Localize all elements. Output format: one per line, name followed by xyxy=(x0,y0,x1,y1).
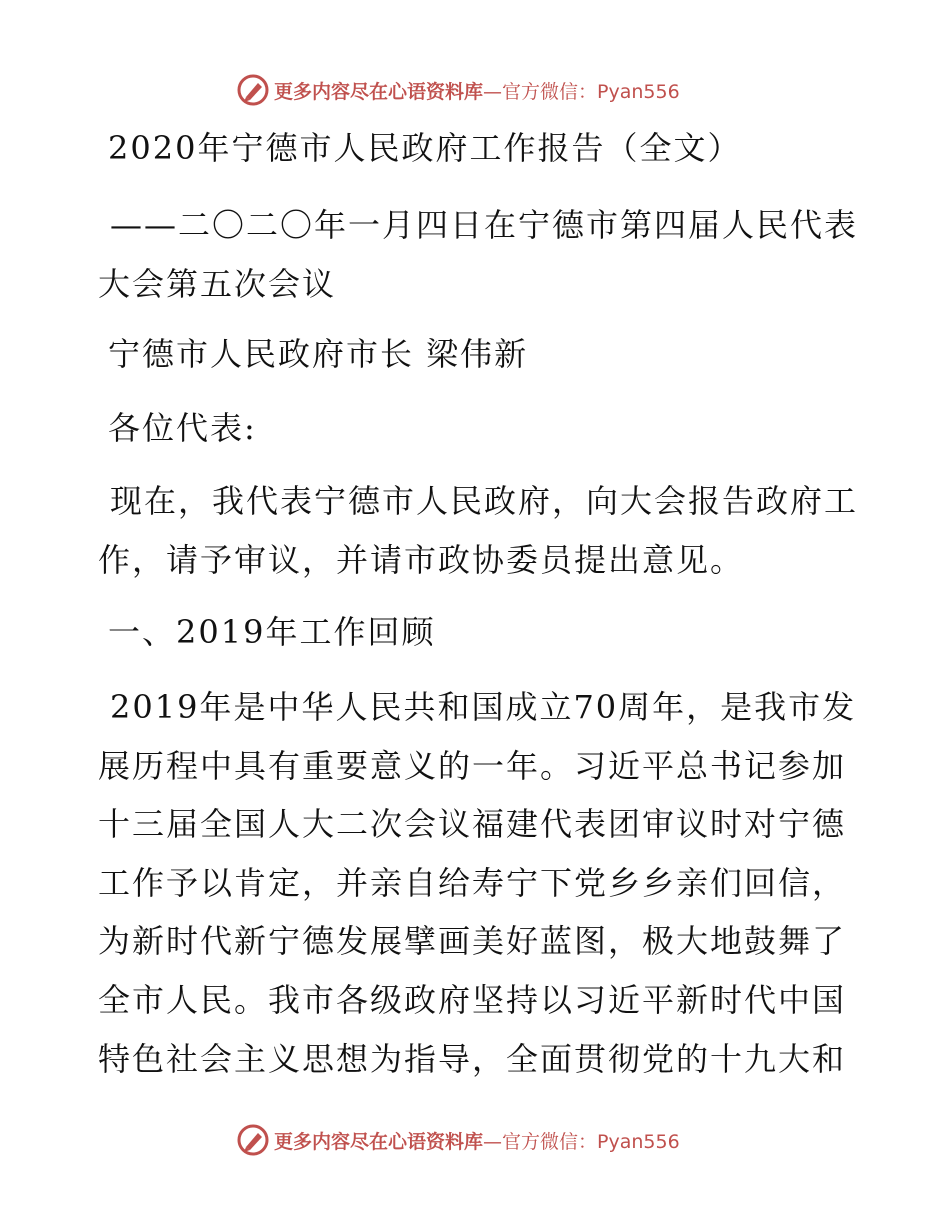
intro-paragraph: 现在，我代表宁德市人民政府，向大会报告政府工作，请予审议，并请市政协委员提出意见。 xyxy=(98,482,859,579)
watermark-sub-text: —官方微信：Pyan556 xyxy=(483,80,680,103)
body-paragraph: 2019年是中华人民共和国成立70周年，是我市发展历程中具有重要意义的一年。习近平总书记参加十三届全国人大二次会议福建代表团审议时对宁德工作予以肯定，并亲自给寿宁下党乡乡亲们回信，为新时代新宁德发展擘画美好蓝图，极大地鼓舞了全市人民。我市各级政府坚持以习近平新时代中国特色社会主义思想为指导，全面贯彻党的十九大和 xyxy=(98,688,857,1078)
section-heading: 一、2019年工作回顾 xyxy=(108,613,436,651)
pen-logo-icon xyxy=(236,1123,270,1157)
footer-watermark xyxy=(236,1122,680,1158)
watermark-sub-text: —官方微信：Pyan556 xyxy=(483,1130,680,1153)
document-title: 2020年宁德市人民政府工作报告（全文） xyxy=(108,129,742,167)
pen-logo-icon xyxy=(236,73,270,107)
document-subtitle: ——二〇二〇年一月四日在宁德市第四届人民代表大会第五次会议 xyxy=(98,206,859,303)
document-author: 宁德市人民政府市长 梁伟新 xyxy=(108,335,529,373)
watermark-main-text: 更多内容尽在心语资料库 xyxy=(274,80,484,103)
header-watermark xyxy=(236,72,680,108)
salutation: 各位代表: xyxy=(108,409,257,447)
watermark-main-text: 更多内容尽在心语资料库 xyxy=(274,1130,484,1153)
